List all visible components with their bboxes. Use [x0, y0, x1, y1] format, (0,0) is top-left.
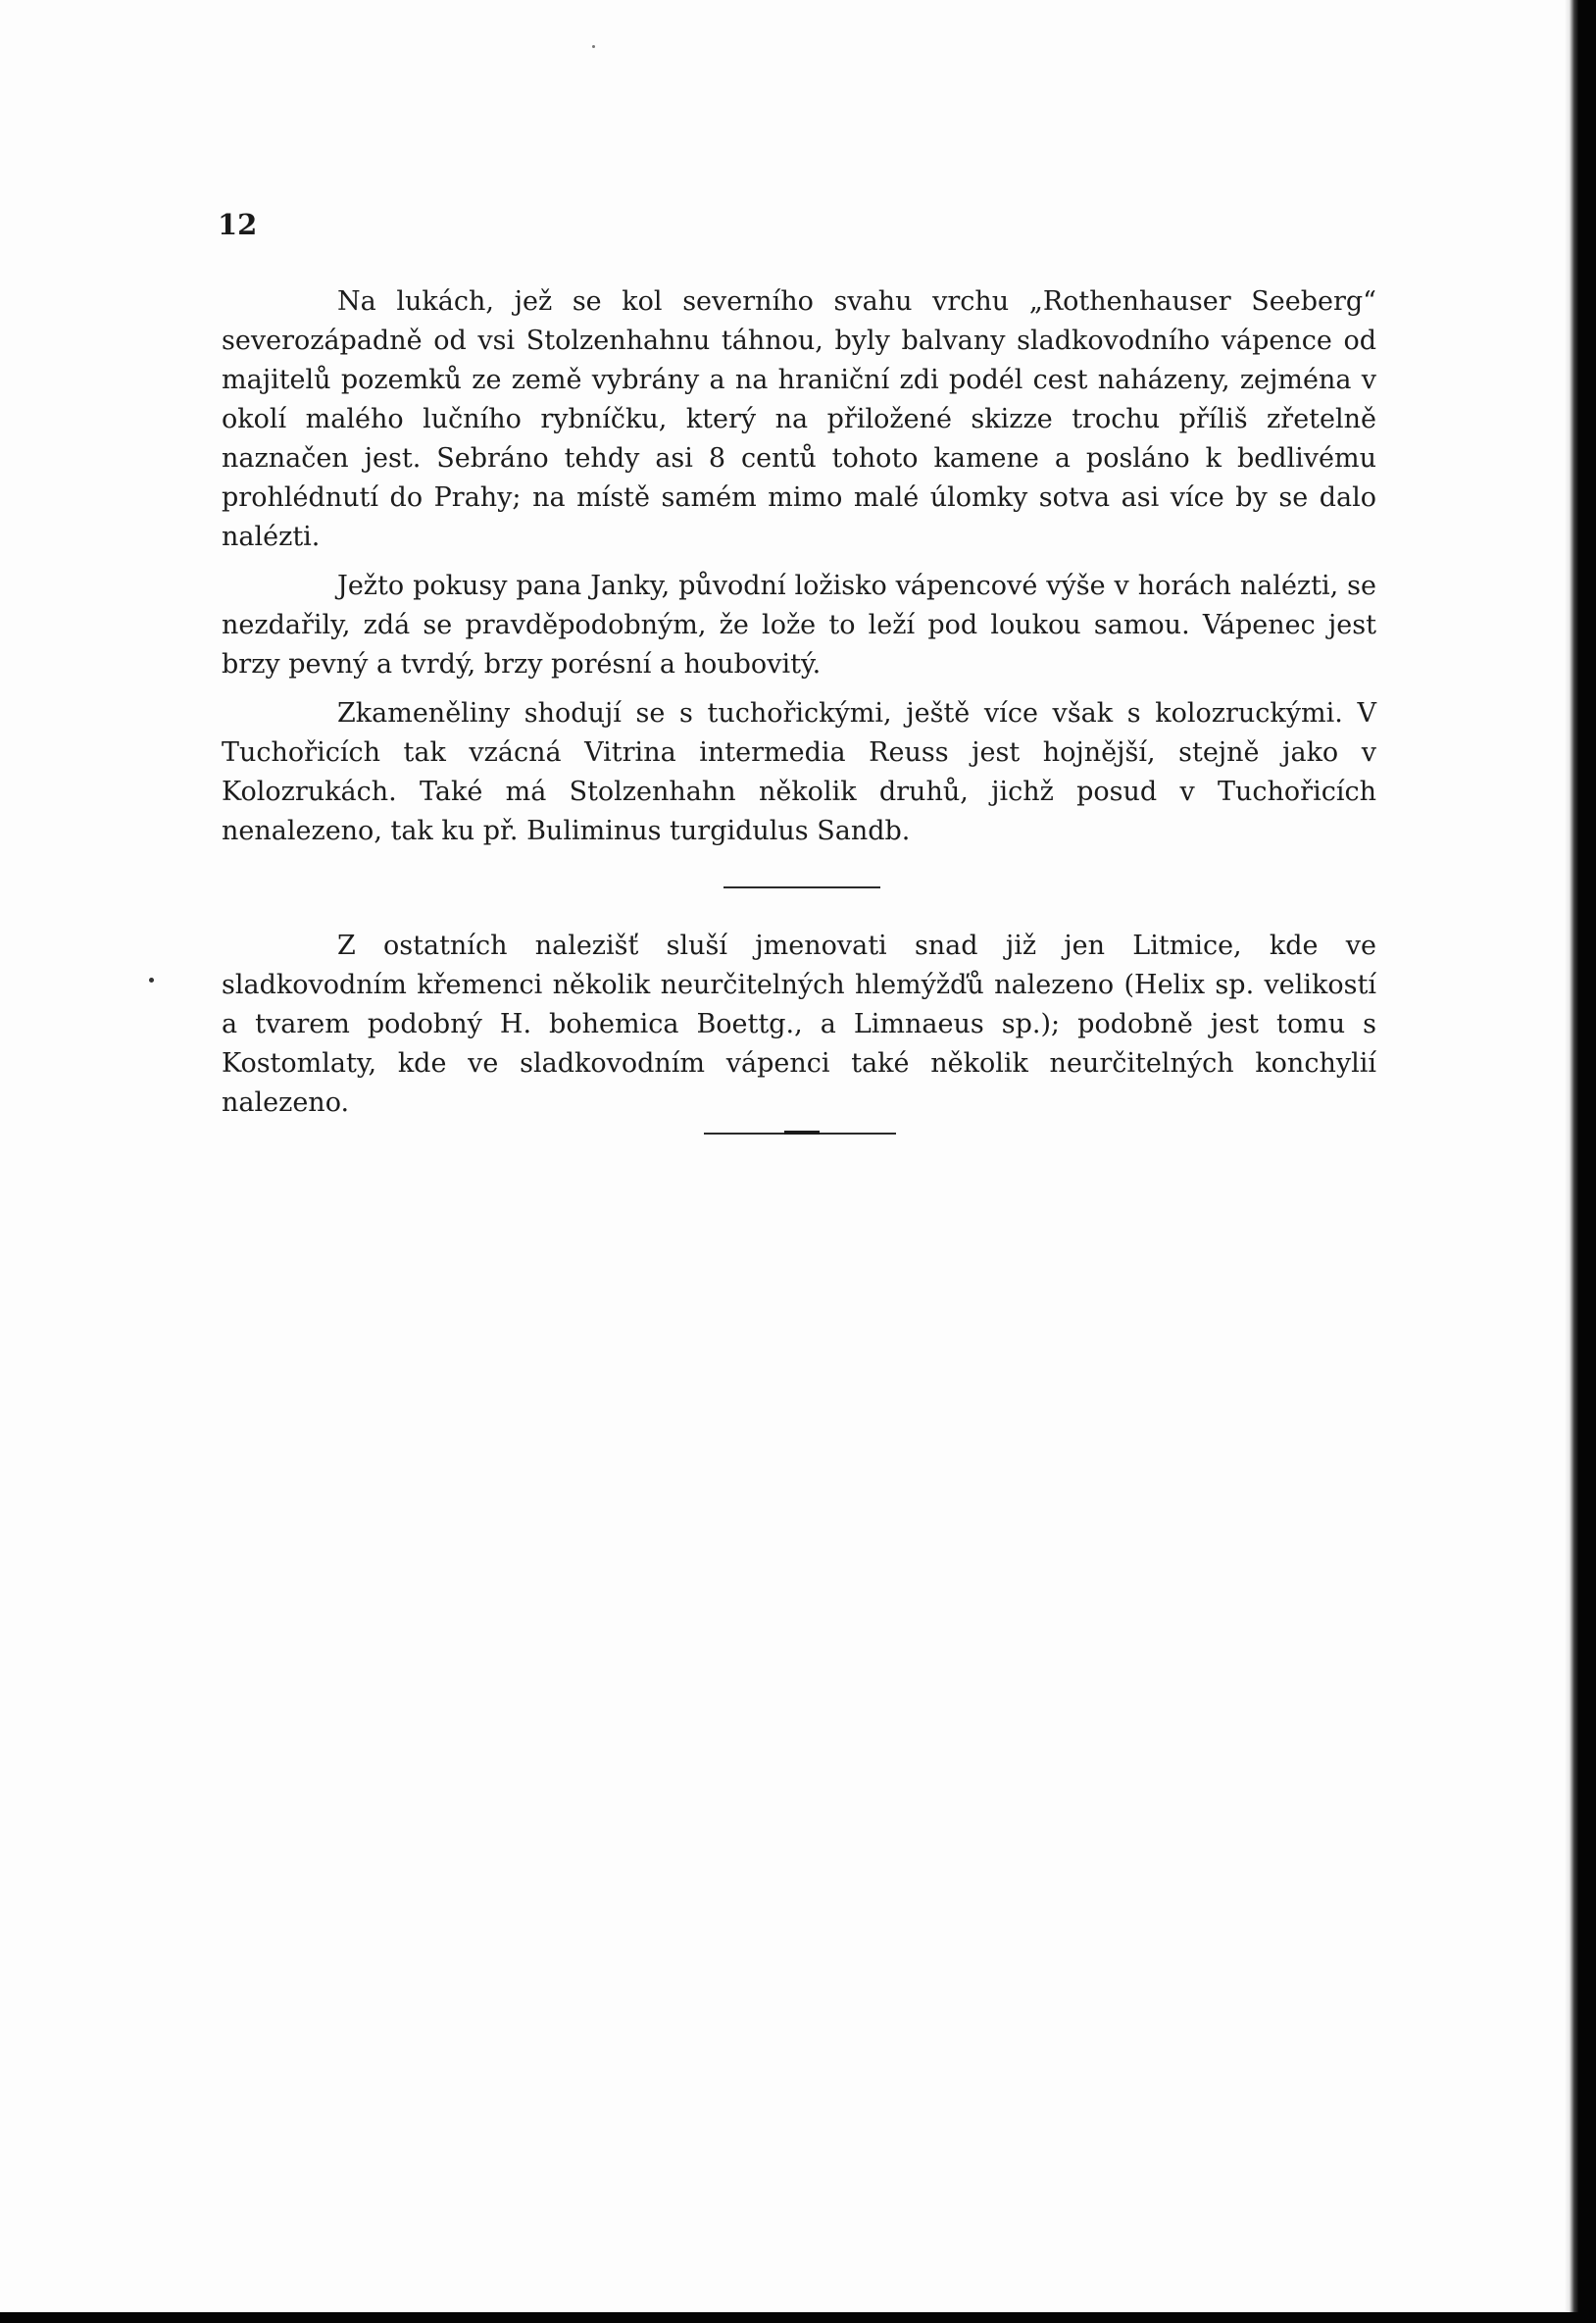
scan-border-right: [1578, 0, 1596, 2323]
section-stolzenhahn: [222, 282, 1376, 851]
page-edge-shadow: [1565, 0, 1578, 2312]
page-number: 12: [218, 208, 258, 241]
paragraph: Ježto pokusy pana Janky, původní ložisko vápencové výše v horách nalézti, se nezdařily, zdá se pravděpodobným, že lože to leží pod loukou samou. Vápenec jest brzy pevný a tvrdý, brzy porésní a houbovitý.: [222, 571, 1376, 680]
scan-border-bottom: [0, 2312, 1596, 2323]
paragraph: Z ostatních nalezišť sluší jmenovati snad již jen Litmice, kde ve sladkovodním křemenci několik neurčitelných hlemýžďů nalezeno (Helix sp. velikostí a tvarem podobný H. bohemica Boettg., a Limnaeus sp.); podobně jest tomu s Kostomlaty, kde ve sladkovodním vápenci také několik neurčitelných konchylií nalezeno.: [222, 931, 1376, 1118]
scan-speck: [149, 978, 154, 983]
section-divider: [723, 886, 880, 888]
scan-speck: [592, 45, 595, 48]
end-rule-accent: [784, 1131, 820, 1135]
paragraph: Zkameněliny shodují se s tuchořickými, ještě více však s kolozruckými. V Tuchořicích tak vzácná Vitrina intermedia Reuss jest hojnější, stejně jako v Kolozrukách. Také má Stolzenhahn několik druhů, jichž posud v Tuchořicích nenalezeno, tak ku př. Buliminus turgidulus Sandb.: [222, 698, 1376, 846]
paragraph: Na lukách, jež se kol severního svahu vrchu „Rothenhauser Seeberg“ severozápadně od vsi Stolzenhahnu táhnou, byly balvany sladkovodního vápence od majitelů pozemků ze země vybrány a na hraniční zdi podél cest naházeny, zejména v okolí malého lučního rybníčku, který na přiložené skizze trochu příliš zřetelně naznačen jest. Sebráno tehdy asi 8 centů tohoto kamene a posláno k bedlivému prohlédnutí do Prahy; na místě samém mimo malé úlomky sotva asi více by se dalo nalézti.: [222, 286, 1376, 552]
section-other-localities: [222, 927, 1376, 1123]
